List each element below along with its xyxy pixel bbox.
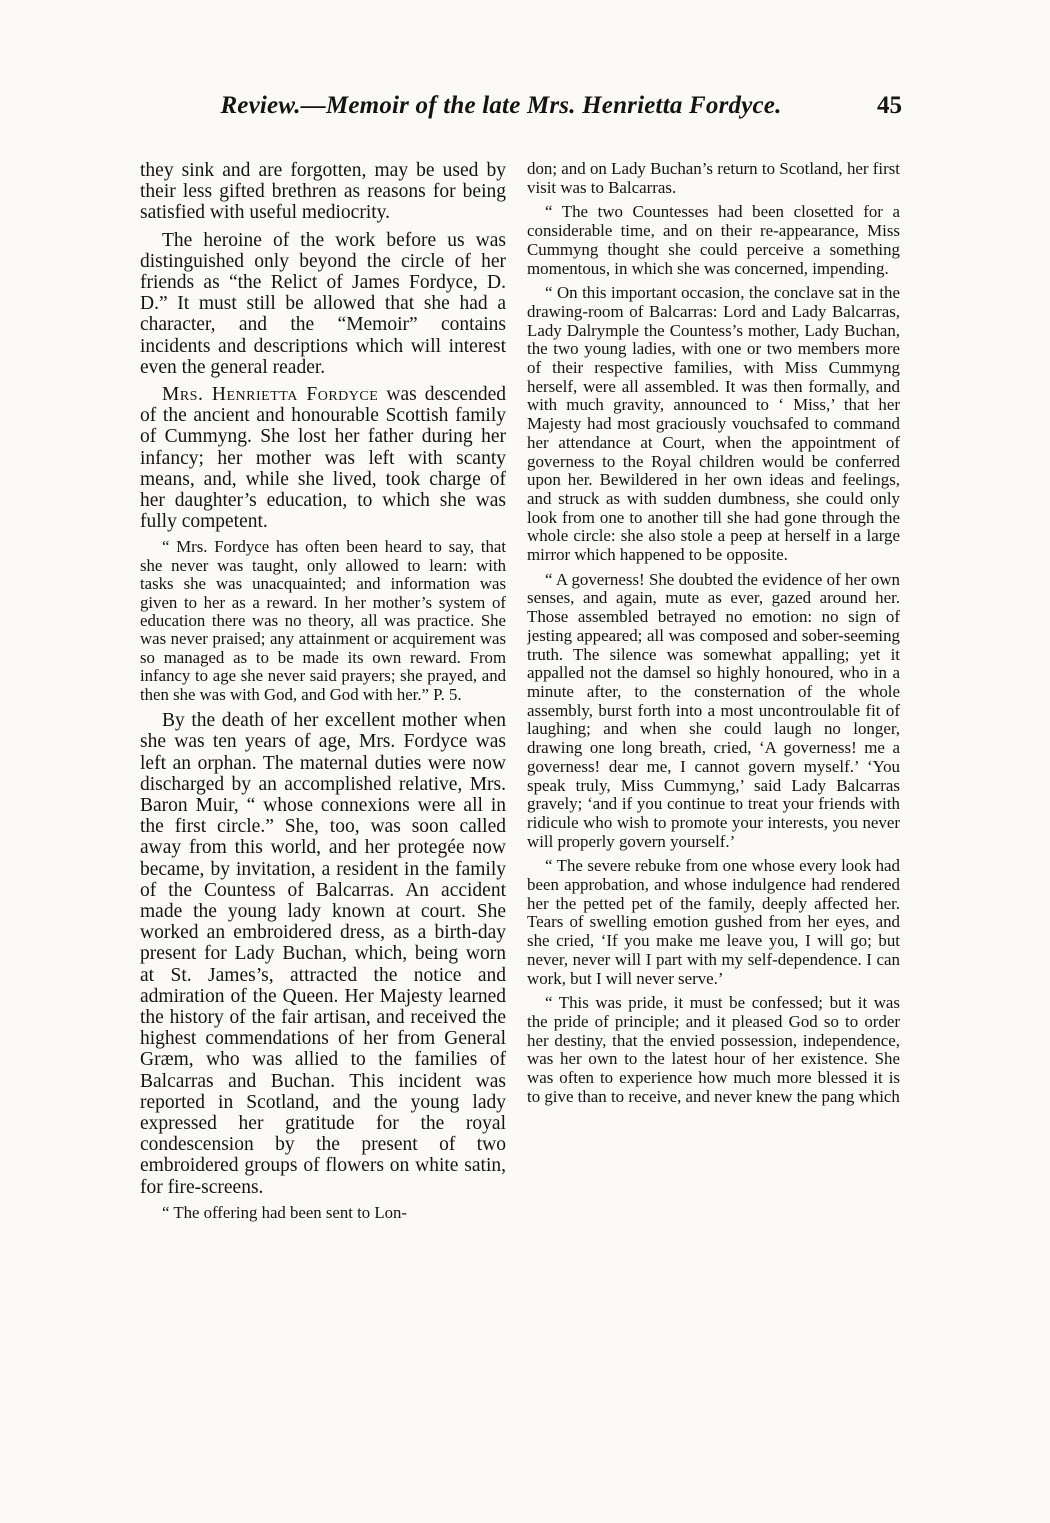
quotation-education: “ Mrs. Fordyce has often been heard to say, that she never was taught, only allowed to learn: with tasks she was unacquainted; and information was given to her as a reward. In her mother’s system of education there was no theory, all was practice. She was never praised; any attainment or acquirement was so managed as to be made its own reward. From infancy to age she never said prayers; she prayed, and then she was with God, and God with her.” P. 5. [140,537,506,704]
left-column [140,160,506,1410]
paragraph-heroine: The heroine of the work before us was distinguished only beyond the circle of her friends as “the Relict of James Fordyce, D. D.” It must still be allowed that she had a character, and the “Memoir” contains incidents and descriptions which will interest even the general reader. [140,229,506,378]
paragraph-continued: they sink and are forgotten, may be used by their less gifted brethren as reasons for being satisfied with useful mediocrity. [140,160,506,224]
quotation-pride: “ This was pride, it must be confessed; but it was the pride of principle; and it pleased God so to order her destiny, that the envied possession, independence, was her own to the latest hour of her existence. She was often to experience how much more blessed it is to give than to receive, and never knew the pang which [527,993,900,1106]
right-column [527,160,900,1410]
paragraph-descent-text: was descended of the ancient and honourable Scottish family of Cummyng. She lost her father during her infancy; her mother was left with scanty means, and, while she lived, took charge of her daughter’s education, to which she was fully competent. [140,384,506,533]
quotation-offering: “ The offering had been sent to Lon- [162,1202,407,1222]
subject-name: Mrs. Henrietta Fordyce [162,384,379,406]
quotation-rebuke: “ The severe rebuke from one whose every look had been approbation, and whose indulgence had rendered her the petted pet of the family, deeply affected her. Tears of swelling emotion gushed from her eyes, and she cried, ‘If you make me leave you, I will go; but never, never will I part with my self-dependence. I can work, but I will never serve.’ [527,856,900,988]
quotation-conclave: “ On this important occasion, the conclave sat in the drawing-room of Balcarras: Lord and Lady Balcarras, Lady Dalrymple the Countess’s mother, Lady Buchan, the two young ladies, with one or two members more of their respective families, with Miss Cummyng herself, were all assembled. It was then formally, and with much gravity, announced to ‘ Miss,’ that her Majesty had most graciously vouchsafed to command her attendance at Court, when the appointment of governess to the Royal children would be conferred upon her. Bewildered in her own ideas and feelings, and struck as with sudden dumbness, she could only look from one to another till she had gone through the whole circle: she also stole a peep at herself in a large mirror which happened to be opposite. [527,283,900,565]
quotation-offering-continued: don; and on Lady Buchan’s return to Scotland, her first visit was to Balcarras. [527,160,900,197]
paragraph-orphan: By the death of her excellent mother when she was ten years of age, Mrs. Fordyce was left an orphan. The maternal duties were now discharged by an accomplished relative, Mrs. Baron Muir, “ whose connexions were all in the first circle.” She, too, was soon called away from this world, and her protegée now became, by invitation, a resident in the family of the Countess of Balcarras. An accident made the young lady known at court. She worked an embroidered dress, as a birth-day present for Lady Buchan, which, being worn at St. James’s, attracted the notice and admiration of the Queen. Her Majesty learned the history of the fair artisan, and received the highest commendations of her from General Græm, who was allied to the families of Balcarras and Buchan. This incident was reported in Scotland, and the young lady expressed her gratitude for the royal condescension by the present of two embroidered groups of flowers on white satin, for fire-screens. [140,710,506,1198]
page-number: 45 [877,92,902,119]
paragraph-descent [140,384,506,532]
running-title: Review.—Memoir of the late Mrs. Henrietta Fordyce. [220,92,782,119]
quotation-countesses: “ The two Countesses had been closetted for a considerable time, and on their re-appearance, Miss Cummyng thought she could perceive a something momentous, in which she was concerned, impending. [527,202,900,278]
page-header [140,92,902,132]
quotation-governess: “ A governess! She doubted the evidence of her own senses, and again, mute as ever, gazed around her. Those assembled betrayed no emotion: no sign of jesting appeared; all was composed and sober-seeming truth. The silence was somewhat appalling; yet it appalled not the damsel so highly honoured, who in a minute after, to the consternation of the whole assembly, burst forth into a most uncontroulable fit of laughing; and when she could laugh no longer, drawing one long breath, cried, ‘A governess! me a governess! dear me, I cannot govern myself.’ ‘You speak truly, Miss Cummyng,’ said Lady Balcarras gravely; ‘and if you continue to treat your friends with ridicule who wish to promote your interests, you never will properly govern yourself.’ [527,569,900,851]
